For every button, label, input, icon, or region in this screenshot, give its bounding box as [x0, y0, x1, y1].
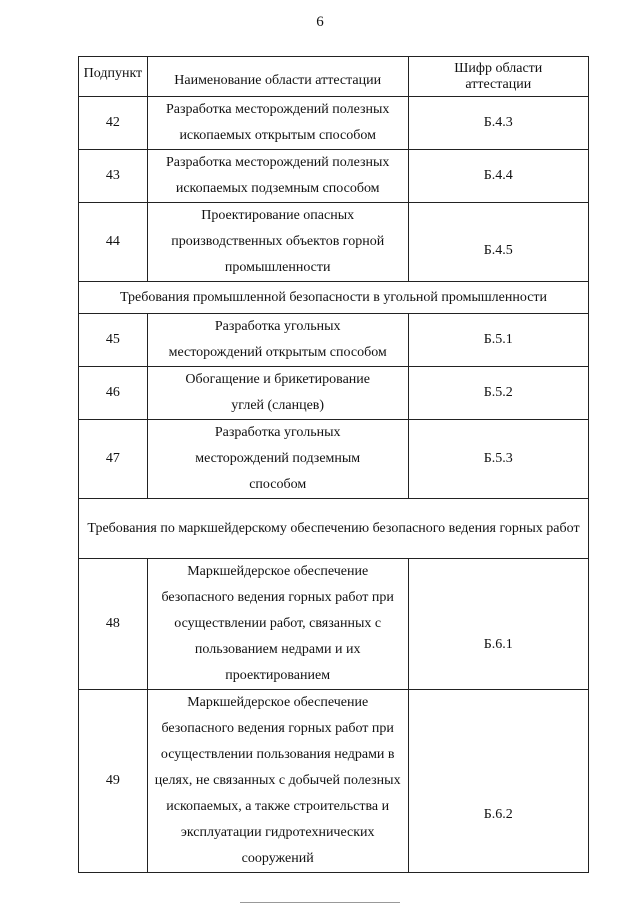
row-number: 44: [79, 203, 148, 282]
table-row: [79, 314, 589, 367]
row-number: 46: [79, 367, 148, 420]
row-code: Б.4.4: [408, 150, 588, 203]
page-number: 6: [316, 14, 324, 30]
section-heading: Требования промышленной безопасности в угольной промышленности: [79, 282, 589, 314]
row-name: Разработка угольных месторождений открытым способом: [147, 314, 408, 367]
row-code: Б.5.3: [408, 420, 588, 499]
table-header-row: [79, 57, 589, 97]
header-code: Шифр области аттестации: [408, 57, 588, 97]
row-name: Разработка угольных месторождений подземным способом: [147, 420, 408, 499]
table-row: [79, 97, 589, 150]
table-row: [79, 559, 589, 690]
row-code: Б.6.1: [408, 559, 588, 690]
table-row: [79, 150, 589, 203]
row-name: Маркшейдерское обеспечение безопасного ведения горных работ при осуществлении пользования недрами в целях, не связанных с добычей полезных ископаемых, а также строительства и эксплуатации гидротехнических сооружений: [147, 690, 408, 873]
section-row: [79, 499, 589, 559]
header-subitem: Подпункт: [79, 57, 148, 97]
row-code: Б.6.2: [408, 690, 588, 873]
row-code: Б.4.3: [408, 97, 588, 150]
attestation-table: [78, 56, 589, 873]
row-number: 43: [79, 150, 148, 203]
section-heading: Требования по маркшейдерскому обеспечению безопасного ведения горных работ: [79, 499, 589, 559]
row-name: Маркшейдерское обеспечение безопасного ведения горных работ при осуществлении работ, связанных с пользованием недрами и их проектированием: [147, 559, 408, 690]
header-name: Наименование области аттестации: [147, 57, 408, 97]
row-name: Обогащение и брикетирование углей (сланцев): [147, 367, 408, 420]
row-name: Разработка месторождений полезных ископаемых подземным способом: [147, 150, 408, 203]
row-number: 47: [79, 420, 148, 499]
page-edge-line: [240, 902, 400, 903]
row-number: 42: [79, 97, 148, 150]
row-code: Б.5.1: [408, 314, 588, 367]
row-code: Б.5.2: [408, 367, 588, 420]
table-row: [79, 203, 589, 282]
section-row: [79, 282, 589, 314]
table-row: [79, 690, 589, 873]
row-number: 49: [79, 690, 148, 873]
row-number: 45: [79, 314, 148, 367]
row-code: Б.4.5: [408, 203, 588, 282]
row-name: Разработка месторождений полезных ископаемых открытым способом: [147, 97, 408, 150]
row-number: 48: [79, 559, 148, 690]
row-name: Проектирование опасных производственных объектов горной промышленности: [147, 203, 408, 282]
table-row: [79, 367, 589, 420]
table-row: [79, 420, 589, 499]
